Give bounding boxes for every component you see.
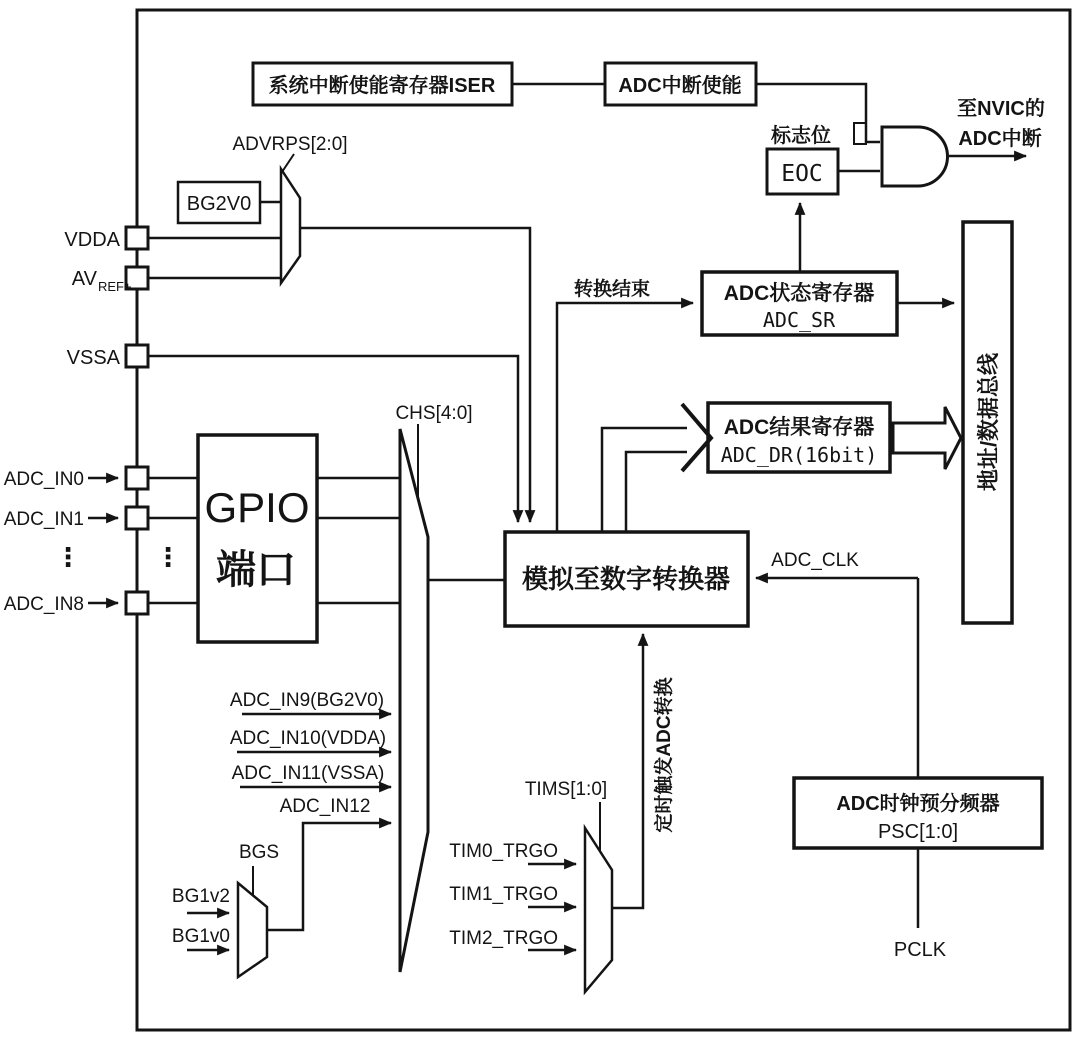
tim1-trgo-label: TIM1_TRGO [449, 884, 558, 905]
avref-label: AV [71, 268, 97, 290]
gpio-port-box [198, 435, 317, 642]
ellipsis-inner: ⋮ [155, 542, 181, 572]
edge-notch-symbol [854, 123, 866, 144]
adc-int-enable-label: ADC中断使能 [618, 75, 742, 97]
adc-in1-label: ADC_IN1 [3, 509, 84, 530]
vdda-label: VDDA [64, 229, 120, 251]
gpio-label-line1: GPIO [204, 484, 310, 531]
psc-title: ADC时钟预分频器 [836, 793, 1000, 815]
iser-label: 系统中断使能寄存器ISER [268, 75, 496, 97]
flag-label: 标志位 [771, 125, 831, 147]
bg2v0-label: BG2V0 [186, 193, 252, 215]
nvic-label-line1: 至NVIC的 [957, 98, 1045, 120]
adc-in0-pin [126, 467, 148, 489]
adc-in8-label: ADC_IN8 [3, 594, 84, 615]
vssa-label: VSSA [66, 347, 120, 369]
adc-core-label: 模拟至数字转换器 [521, 564, 731, 594]
psc-name: PSC[1:0] [877, 821, 959, 843]
adc-in1-pin [126, 507, 148, 529]
tims-label: TIMS[1:0] [524, 779, 608, 800]
pclk-label: PCLK [893, 939, 947, 961]
tim2-trgo-label: TIM2_TRGO [449, 928, 558, 949]
adc-in11-label: ADC_IN11(VSSA) [231, 763, 385, 784]
ellipsis-outer: ⋮ [55, 542, 81, 572]
bgs-label: BGS [238, 842, 280, 863]
advrps-label: ADVRPS[2:0] [232, 134, 348, 155]
chs-label: CHS[4:0] [395, 403, 473, 424]
adc-in9-label: ADC_IN9(BG2V0) [229, 690, 385, 711]
adc-sr-title: ADC状态寄存器 [723, 282, 875, 305]
adc-in8-pin [126, 592, 148, 614]
nvic-label-line2: ADC中断 [958, 128, 1042, 150]
conversion-end-label: 转换结束 [573, 279, 651, 300]
adc-in0-label: ADC_IN0 [3, 469, 84, 490]
tim0-trgo-label: TIM0_TRGO [449, 841, 558, 862]
adc-in10-label: ADC_IN10(VDDA) [229, 728, 387, 749]
and-gate [882, 127, 948, 186]
vssa-pin [126, 345, 148, 367]
avref-subscript: REF+ [98, 279, 132, 294]
eoc-label: EOC [781, 161, 823, 187]
gpio-label-line2: 端口 [216, 548, 296, 592]
bus-label: 地址/数据总线 [976, 352, 1001, 492]
adc-clk-label: ADC_CLK [771, 550, 859, 571]
adc-sr-name: ADC_SR [762, 308, 836, 332]
timer-trigger-label: 定时触发ADC转换 [654, 677, 675, 833]
bg1v0-label: BG1v0 [171, 926, 230, 947]
vdda-pin [126, 227, 148, 249]
adc-dr-title: ADC结果寄存器 [723, 416, 875, 439]
adc-in12-label: ADC_IN12 [279, 796, 371, 817]
bg1v2-label: BG1v2 [171, 886, 230, 907]
adc-dr-name: ADC_DR(16bit) [720, 443, 878, 467]
